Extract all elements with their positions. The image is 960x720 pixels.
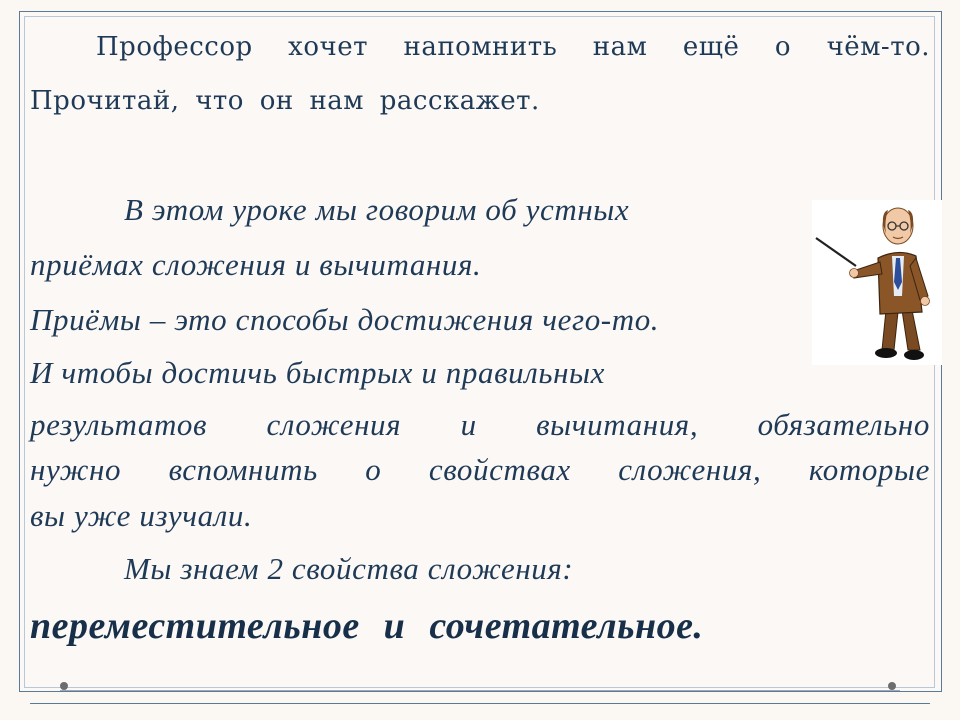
body-line-7: вы уже изучали. xyxy=(30,498,253,533)
bottom-rule-outer xyxy=(30,703,930,704)
body-line-1: В этом уроке мы говорим об устных xyxy=(124,192,630,227)
right-decor-dot xyxy=(888,682,896,690)
intro-line-1: Профессор хочет напомнить нам ещё о чём-то. xyxy=(96,32,930,62)
conclusion-text: переместительное и сочетательное. xyxy=(30,605,704,647)
body-line-8: Мы знаем 2 свойства сложения: xyxy=(124,551,574,586)
left-decor-dot xyxy=(60,682,68,690)
body-line-5: результатов сложения и вычитания, обязательно xyxy=(30,407,930,442)
body-line-6: нужно вспомнить о свойствах сложения, которые xyxy=(30,452,930,487)
bottom-rule xyxy=(60,690,900,691)
body-line-4: И чтобы достичь быстрых и правильных xyxy=(30,355,606,390)
professor-with-pointer-icon xyxy=(812,200,942,365)
body-line-3: Приёмы – это способы достижения чего-то. xyxy=(30,302,660,337)
body-line-2: приёмах сложения и вычитания. xyxy=(30,247,482,282)
intro-line-2: Прочитай, что он нам расскажет. xyxy=(30,86,540,116)
